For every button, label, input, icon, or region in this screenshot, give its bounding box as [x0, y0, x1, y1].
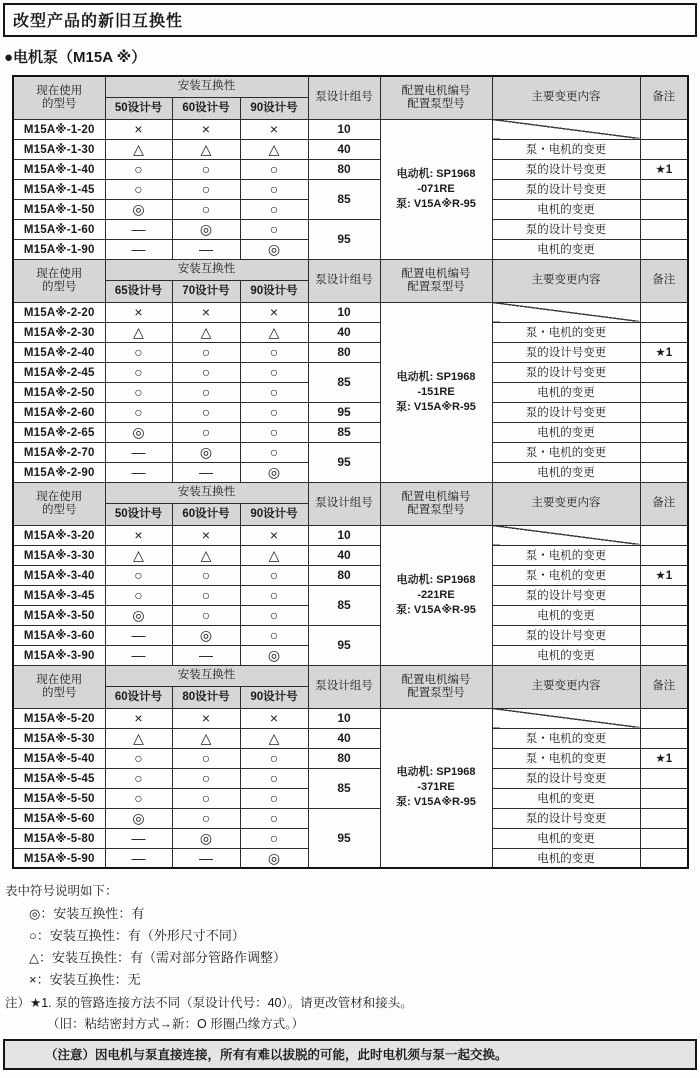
- table-row: [13, 342, 688, 362]
- compatibility-mark-cell: —: [172, 645, 240, 665]
- compatibility-mark-cell: ○: [240, 828, 308, 848]
- table-row: [13, 808, 688, 828]
- table-row: [13, 748, 688, 768]
- compatibility-mark-cell: ○: [105, 342, 172, 362]
- compatibility-mark-cell: △: [240, 139, 308, 159]
- header-design-number: 65设计号: [105, 280, 172, 302]
- compatibility-mark-cell: ○: [172, 605, 240, 625]
- compatibility-mark-cell: ○: [105, 748, 172, 768]
- compatibility-mark-cell: △: [105, 139, 172, 159]
- main-change-cell: 电机的变更: [492, 645, 640, 665]
- model-cell: M15A※-3-60: [13, 625, 105, 645]
- main-change-cell: 泵的设计号变更: [492, 219, 640, 239]
- header-main-changes: 主要变更内容: [492, 259, 640, 302]
- main-change-cell: 泵・电机的变更: [492, 545, 640, 565]
- model-cell: M15A※-5-40: [13, 748, 105, 768]
- compatibility-mark-cell: ○: [105, 179, 172, 199]
- compatibility-mark-cell: ×: [240, 119, 308, 139]
- header-design-number: 60设计号: [172, 97, 240, 119]
- model-cell: M15A※-3-40: [13, 565, 105, 585]
- pump-design-group-cell: 80: [308, 748, 380, 768]
- compatibility-mark-cell: ○: [172, 565, 240, 585]
- compatibility-mark-cell: ○: [172, 402, 240, 422]
- motor-pump-config-cell: 电动机: SP1968 -071RE 泵: V15A※R-95: [380, 119, 492, 259]
- table-row: [13, 159, 688, 179]
- compatibility-mark-cell: ○: [172, 808, 240, 828]
- pump-design-group-cell: 95: [308, 625, 380, 665]
- compatibility-mark-cell: ○: [240, 199, 308, 219]
- compatibility-mark-cell: ○: [172, 159, 240, 179]
- remark-cell: [640, 322, 688, 342]
- compatibility-mark-cell: ○: [172, 382, 240, 402]
- remark-cell: ★1: [640, 565, 688, 585]
- compatibility-mark-cell: ○: [240, 362, 308, 382]
- main-change-cell: 泵的设计号变更: [492, 179, 640, 199]
- header-pump-design-group: 泵设计组号: [308, 259, 380, 302]
- table-row: [13, 179, 688, 199]
- compatibility-mark-cell: △: [105, 728, 172, 748]
- compatibility-mark-cell: ○: [240, 219, 308, 239]
- section-4-header-row-1: [13, 665, 688, 686]
- model-cell: M15A※-1-20: [13, 119, 105, 139]
- pump-design-group-cell: 80: [308, 565, 380, 585]
- main-change-cell: 泵的设计号变更: [492, 159, 640, 179]
- pump-design-group-cell: 10: [308, 525, 380, 545]
- remark-cell: [640, 199, 688, 219]
- compatibility-mark-cell: ◎: [240, 239, 308, 259]
- model-cell: M15A※-1-40: [13, 159, 105, 179]
- compatibility-mark-cell: ○: [105, 382, 172, 402]
- remark-cell: [640, 828, 688, 848]
- header-design-number: 70设计号: [172, 280, 240, 302]
- compatibility-mark-cell: ×: [105, 525, 172, 545]
- main-change-cell: 泵的设计号变更: [492, 808, 640, 828]
- section-subtitle-text: ●电机泵（M15A ※）: [4, 49, 147, 66]
- model-cell: M15A※-5-50: [13, 788, 105, 808]
- legend: [5, 881, 698, 988]
- model-cell: M15A※-2-90: [13, 462, 105, 482]
- remark-cell: [640, 462, 688, 482]
- table-row: [13, 585, 688, 605]
- main-change-cell: 泵的设计号变更: [492, 768, 640, 788]
- compatibility-mark-cell: ×: [105, 708, 172, 728]
- main-change-cell: 泵的设计号变更: [492, 362, 640, 382]
- remark-cell: [640, 768, 688, 788]
- pump-design-group-cell: 85: [308, 768, 380, 808]
- remark-cell: [640, 728, 688, 748]
- compatibility-mark-cell: ◎: [105, 605, 172, 625]
- pump-design-group-cell: 40: [308, 545, 380, 565]
- main-change-cell: 泵・电机的变更: [492, 322, 640, 342]
- header-pump-design-group: 泵设计组号: [308, 665, 380, 708]
- compatibility-mark-cell: △: [172, 545, 240, 565]
- compatibility-mark-cell: ○: [172, 179, 240, 199]
- motor-pump-config-cell: 电动机: SP1968 -371RE 泵: V15A※R-95: [380, 708, 492, 868]
- remark-cell: [640, 239, 688, 259]
- page-title-text: 改型产品的新旧互换性: [13, 13, 184, 30]
- compatibility-mark-cell: ○: [172, 585, 240, 605]
- main-change-cell: 泵的设计号变更: [492, 342, 640, 362]
- compatibility-mark-cell: ○: [240, 422, 308, 442]
- model-cell: M15A※-5-30: [13, 728, 105, 748]
- compatibility-mark-cell: △: [240, 545, 308, 565]
- pump-design-group-cell: 10: [308, 302, 380, 322]
- model-cell: M15A※-1-45: [13, 179, 105, 199]
- model-cell: M15A※-2-20: [13, 302, 105, 322]
- compatibility-mark-cell: ◎: [240, 848, 308, 868]
- legend-item-double-circle: ◎：安装互换性：有: [29, 906, 145, 921]
- model-cell: M15A※-2-70: [13, 442, 105, 462]
- compatibility-mark-cell: ○: [172, 768, 240, 788]
- remark-cell: [640, 708, 688, 728]
- compatibility-mark-cell: ○: [240, 382, 308, 402]
- compatibility-mark-cell: —: [172, 848, 240, 868]
- compatibility-mark-cell: ×: [105, 119, 172, 139]
- compatibility-mark-cell: ○: [240, 585, 308, 605]
- header-design-number: 90设计号: [240, 686, 308, 708]
- pump-design-group-cell: 80: [308, 159, 380, 179]
- model-cell: M15A※-3-20: [13, 525, 105, 545]
- header-motor-pump-config: 配置电机编号 配置泵型号: [380, 76, 492, 119]
- compatibility-mark-cell: ○: [240, 748, 308, 768]
- compatibility-mark-cell: ○: [240, 342, 308, 362]
- compatibility-mark-cell: ○: [240, 159, 308, 179]
- compatibility-mark-cell: ×: [240, 302, 308, 322]
- remark-cell: ★1: [640, 748, 688, 768]
- pump-design-group-cell: 40: [308, 322, 380, 342]
- pump-design-group-cell: 95: [308, 219, 380, 259]
- compatibility-mark-cell: ○: [105, 159, 172, 179]
- compatibility-mark-cell: ○: [172, 342, 240, 362]
- pump-design-group-cell: 40: [308, 728, 380, 748]
- compatibility-mark-cell: —: [105, 442, 172, 462]
- header-remark: 备注: [640, 665, 688, 708]
- main-change-cell: 电机的变更: [492, 422, 640, 442]
- header-remark: 备注: [640, 76, 688, 119]
- remark-cell: [640, 848, 688, 868]
- header-remark: 备注: [640, 482, 688, 525]
- remark-cell: [640, 139, 688, 159]
- header-main-changes: 主要变更内容: [492, 76, 640, 119]
- main-change-cell: 电机的变更: [492, 788, 640, 808]
- compatibility-mark-cell: ○: [172, 748, 240, 768]
- remark-cell: [640, 362, 688, 382]
- header-main-changes: 主要变更内容: [492, 482, 640, 525]
- main-change-cell: 电机的变更: [492, 848, 640, 868]
- table-row: [13, 625, 688, 645]
- compatibility-mark-cell: ○: [240, 442, 308, 462]
- compatibility-mark-cell: —: [105, 239, 172, 259]
- compatibility-mark-cell: ○: [172, 199, 240, 219]
- compatibility-mark-cell: ○: [105, 565, 172, 585]
- pump-design-group-cell: 10: [308, 119, 380, 139]
- header-install-compatibility: 安装互换性: [105, 482, 308, 503]
- motor-pump-config-cell: 电动机: SP1968 -151RE 泵: V15A※R-95: [380, 302, 492, 482]
- table-row: [13, 728, 688, 748]
- header-pump-design-group: 泵设计组号: [308, 482, 380, 525]
- header-design-number: 90设计号: [240, 503, 308, 525]
- model-cell: M15A※-5-60: [13, 808, 105, 828]
- remark-cell: [640, 382, 688, 402]
- pump-design-group-cell: 85: [308, 422, 380, 442]
- compatibility-mark-cell: ×: [172, 525, 240, 545]
- model-cell: M15A※-3-50: [13, 605, 105, 625]
- model-cell: M15A※-1-30: [13, 139, 105, 159]
- motor-pump-config-cell: 电动机: SP1968 -221RE 泵: V15A※R-95: [380, 525, 492, 665]
- remark-cell: [640, 179, 688, 199]
- header-motor-pump-config: 配置电机编号 配置泵型号: [380, 482, 492, 525]
- compatibility-mark-cell: —: [105, 219, 172, 239]
- pump-design-group-cell: 95: [308, 402, 380, 422]
- model-cell: M15A※-5-80: [13, 828, 105, 848]
- note-star1-line2: （旧：粘结密封方式→新：O 形圈凸缘方式。）: [47, 1017, 304, 1031]
- model-cell: M15A※-2-40: [13, 342, 105, 362]
- remark-cell: [640, 442, 688, 462]
- remark-cell: [640, 545, 688, 565]
- main-change-cell: 电机的变更: [492, 239, 640, 259]
- table-row: [13, 545, 688, 565]
- compatibility-mark-cell: △: [172, 139, 240, 159]
- legend-heading: 表中符号说明如下：: [5, 884, 118, 898]
- table-row: [13, 565, 688, 585]
- model-cell: M15A※-3-30: [13, 545, 105, 565]
- compatibility-mark-cell: ○: [240, 565, 308, 585]
- compatibility-mark-cell: ×: [172, 302, 240, 322]
- table-row: [13, 362, 688, 382]
- notice-box: [3, 1039, 697, 1070]
- header-current-model: 现在使用 的型号: [13, 76, 105, 119]
- main-change-cell: 泵的设计号变更: [492, 625, 640, 645]
- table-row: [13, 139, 688, 159]
- compatibility-mark-cell: ○: [240, 625, 308, 645]
- compatibility-mark-cell: ○: [240, 788, 308, 808]
- legend-item-cross: ×：安装互换性：无: [29, 972, 141, 987]
- header-motor-pump-config: 配置电机编号 配置泵型号: [380, 665, 492, 708]
- header-design-number: 60设计号: [105, 686, 172, 708]
- table-row: [13, 708, 688, 728]
- header-design-number: 60设计号: [172, 503, 240, 525]
- header-install-compatibility: 安装互换性: [105, 76, 308, 97]
- model-cell: M15A※-1-50: [13, 199, 105, 219]
- main-change-cell: 泵・电机的变更: [492, 442, 640, 462]
- main-change-cell: 泵・电机的变更: [492, 728, 640, 748]
- model-cell: M15A※-5-45: [13, 768, 105, 788]
- compatibility-mark-cell: ×: [172, 119, 240, 139]
- remark-cell: [640, 788, 688, 808]
- model-cell: M15A※-2-45: [13, 362, 105, 382]
- header-design-number: 90设计号: [240, 280, 308, 302]
- main-change-cell: 泵・电机的变更: [492, 565, 640, 585]
- compatibility-mark-cell: ○: [240, 179, 308, 199]
- notes: [5, 993, 698, 1032]
- main-change-cell: 电机的变更: [492, 828, 640, 848]
- section-2-header-row-1: [13, 259, 688, 280]
- main-change-cell: 泵的设计号变更: [492, 402, 640, 422]
- main-change-cell-diagonal: [492, 708, 640, 728]
- table-row: [13, 768, 688, 788]
- main-change-cell: 电机的变更: [492, 382, 640, 402]
- pump-design-group-cell: 10: [308, 708, 380, 728]
- compatibility-mark-cell: ◎: [240, 462, 308, 482]
- remark-cell: [640, 525, 688, 545]
- section-3-header-row-1: [13, 482, 688, 503]
- table-row: [13, 302, 688, 322]
- remark-cell: [640, 808, 688, 828]
- compatibility-mark-cell: △: [105, 545, 172, 565]
- table-row: [13, 219, 688, 239]
- model-cell: M15A※-5-20: [13, 708, 105, 728]
- header-design-number: 50设计号: [105, 503, 172, 525]
- compatibility-mark-cell: △: [240, 322, 308, 342]
- header-current-model: 现在使用 的型号: [13, 482, 105, 525]
- compatibility-mark-cell: —: [105, 625, 172, 645]
- compatibility-mark-cell: ◎: [105, 422, 172, 442]
- compatibility-mark-cell: ◎: [172, 442, 240, 462]
- legend-item-circle: ○：安装互换性：有（外形尺寸不同）: [29, 928, 245, 943]
- header-current-model: 现在使用 的型号: [13, 665, 105, 708]
- remark-cell: [640, 402, 688, 422]
- pump-design-group-cell: 95: [308, 808, 380, 868]
- main-change-cell: 泵・电机的变更: [492, 748, 640, 768]
- compatibility-mark-cell: —: [172, 239, 240, 259]
- table-row: [13, 119, 688, 139]
- main-change-cell-diagonal: [492, 302, 640, 322]
- section-subtitle: [4, 46, 698, 67]
- table-row: [13, 402, 688, 422]
- compatibility-mark-cell: ×: [172, 708, 240, 728]
- model-cell: M15A※-3-45: [13, 585, 105, 605]
- header-current-model: 现在使用 的型号: [13, 259, 105, 302]
- pump-design-group-cell: 40: [308, 139, 380, 159]
- remark-cell: [640, 302, 688, 322]
- compatibility-mark-cell: —: [105, 828, 172, 848]
- model-cell: M15A※-2-65: [13, 422, 105, 442]
- main-change-cell-diagonal: [492, 525, 640, 545]
- model-cell: M15A※-1-90: [13, 239, 105, 259]
- compatibility-mark-cell: ◎: [172, 828, 240, 848]
- remark-cell: ★1: [640, 342, 688, 362]
- header-design-number: 80设计号: [172, 686, 240, 708]
- section-1-header-row-1: [13, 76, 688, 97]
- pump-design-group-cell: 85: [308, 179, 380, 219]
- compatibility-mark-cell: ○: [172, 422, 240, 442]
- compatibility-mark-cell: —: [172, 462, 240, 482]
- compatibility-mark-cell: ○: [172, 788, 240, 808]
- compatibility-mark-cell: ○: [172, 362, 240, 382]
- model-cell: M15A※-1-60: [13, 219, 105, 239]
- compatibility-mark-cell: ○: [105, 402, 172, 422]
- compatibility-mark-cell: ◎: [172, 625, 240, 645]
- compatibility-mark-cell: ○: [240, 605, 308, 625]
- header-install-compatibility: 安装互换性: [105, 665, 308, 686]
- table-row: [13, 322, 688, 342]
- compatibility-mark-cell: △: [172, 322, 240, 342]
- legend-item-triangle: △：安装互换性：有（需对部分管路作调整）: [29, 950, 286, 965]
- remark-cell: ★1: [640, 159, 688, 179]
- main-change-cell: 泵的设计号变更: [492, 585, 640, 605]
- compatibility-mark-cell: —: [105, 462, 172, 482]
- model-cell: M15A※-3-90: [13, 645, 105, 665]
- remark-cell: [640, 645, 688, 665]
- compatibility-mark-cell: ○: [105, 768, 172, 788]
- model-cell: M15A※-5-90: [13, 848, 105, 868]
- compatibility-mark-cell: ×: [240, 525, 308, 545]
- pump-design-group-cell: 95: [308, 442, 380, 482]
- remark-cell: [640, 119, 688, 139]
- remark-cell: [640, 422, 688, 442]
- compatibility-mark-cell: ○: [240, 768, 308, 788]
- compatibility-mark-cell: △: [240, 728, 308, 748]
- pump-design-group-cell: 80: [308, 342, 380, 362]
- notice-text: （注意）因电机与泵直接连接，所有有难以拔脱的可能，此时电机须与泵一起交换。: [45, 1048, 508, 1062]
- compatibility-mark-cell: △: [172, 728, 240, 748]
- compatibility-mark-cell: ◎: [172, 219, 240, 239]
- compatibility-mark-cell: —: [105, 848, 172, 868]
- remark-cell: [640, 625, 688, 645]
- header-main-changes: 主要变更内容: [492, 665, 640, 708]
- compatibility-mark-cell: ◎: [240, 645, 308, 665]
- main-change-cell: 电机的变更: [492, 462, 640, 482]
- remark-cell: [640, 605, 688, 625]
- header-design-number: 50设计号: [105, 97, 172, 119]
- header-design-number: 90设计号: [240, 97, 308, 119]
- remark-cell: [640, 585, 688, 605]
- remark-cell: [640, 219, 688, 239]
- compatibility-table: [12, 75, 689, 869]
- model-cell: M15A※-2-30: [13, 322, 105, 342]
- compatibility-mark-cell: ◎: [105, 199, 172, 219]
- compatibility-mark-cell: ×: [105, 302, 172, 322]
- compatibility-mark-cell: ○: [105, 788, 172, 808]
- compatibility-mark-cell: —: [105, 645, 172, 665]
- model-cell: M15A※-2-60: [13, 402, 105, 422]
- main-change-cell-diagonal: [492, 119, 640, 139]
- main-change-cell: 电机的变更: [492, 199, 640, 219]
- model-cell: M15A※-2-50: [13, 382, 105, 402]
- compatibility-mark-cell: ○: [240, 402, 308, 422]
- page-title: [3, 3, 697, 37]
- compatibility-mark-cell: ○: [105, 362, 172, 382]
- pump-design-group-cell: 85: [308, 362, 380, 402]
- header-remark: 备注: [640, 259, 688, 302]
- main-change-cell: 电机的变更: [492, 605, 640, 625]
- compatibility-mark-cell: ◎: [105, 808, 172, 828]
- table-row: [13, 422, 688, 442]
- compatibility-mark-cell: ×: [240, 708, 308, 728]
- table-row: [13, 442, 688, 462]
- main-change-cell: 泵・电机的变更: [492, 139, 640, 159]
- header-motor-pump-config: 配置电机编号 配置泵型号: [380, 259, 492, 302]
- pump-design-group-cell: 85: [308, 585, 380, 625]
- compatibility-mark-cell: ○: [240, 808, 308, 828]
- compatibility-mark-cell: ○: [105, 585, 172, 605]
- compatibility-mark-cell: △: [105, 322, 172, 342]
- note-star1-line1: 注）★1. 泵的管路连接方法不同（泵设计代号：40）。请更改管材和接头。: [5, 996, 413, 1010]
- header-pump-design-group: 泵设计组号: [308, 76, 380, 119]
- header-install-compatibility: 安装互换性: [105, 259, 308, 280]
- table-row: [13, 525, 688, 545]
